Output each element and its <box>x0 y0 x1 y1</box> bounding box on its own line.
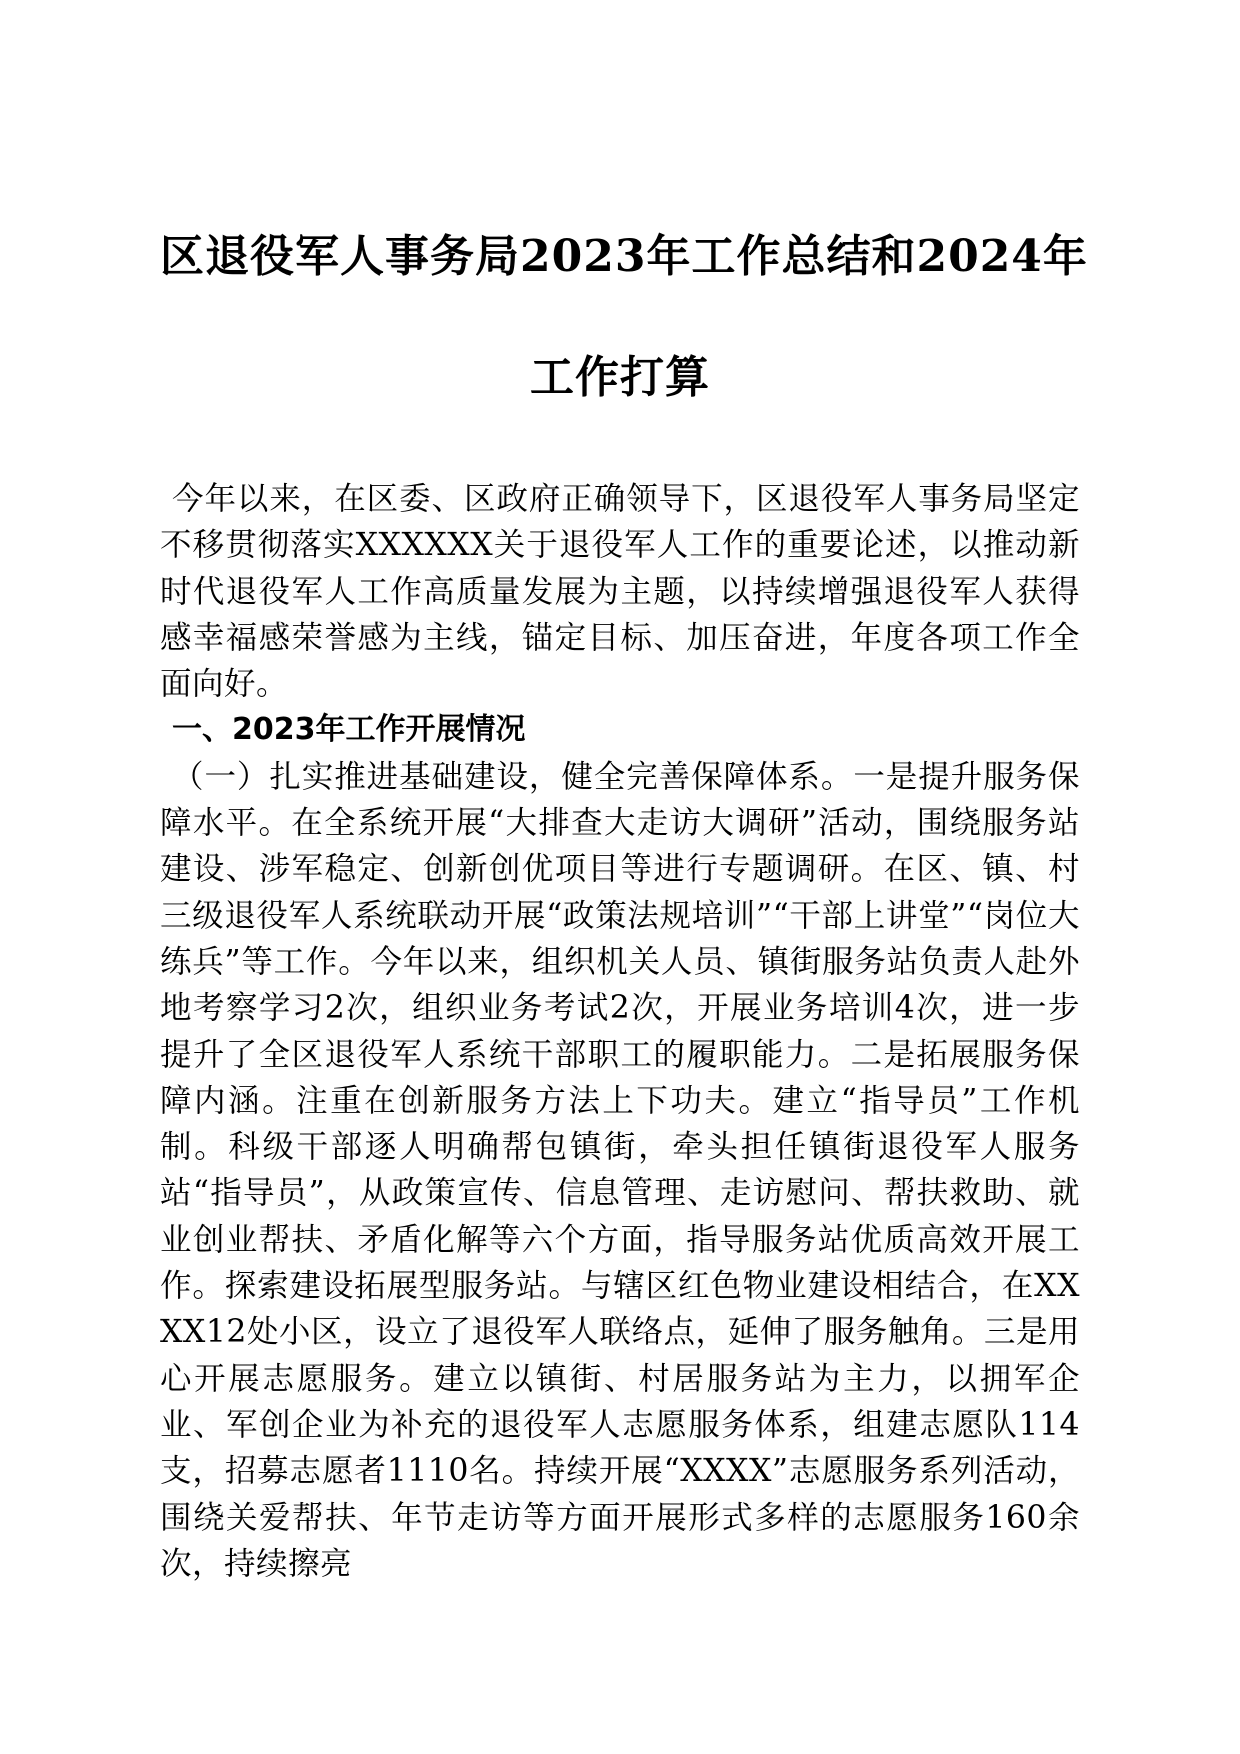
document-body <box>160 476 1080 1587</box>
document-title-line2: 工作打算 <box>530 352 710 403</box>
document-page <box>160 0 1088 1754</box>
intro-paragraph: 今年以来，在区委、区政府正确领导下，区退役军人事务局坚定不移贯彻落实XXXXXX关于退役军人工作的重要论述，以推动新时代退役军人工作高质量发展为主题，以持续增强退役军人获得感幸福感荣誉感为主线，锚定目标、加压奋进，年度各项工作全面向好。 <box>160 481 1080 703</box>
document-title-line1: 区退役军人事务局2023年工作总结和2024年 <box>160 231 1088 282</box>
section-heading: 一、2023年工作开展情况 <box>172 712 526 748</box>
section-paragraph: （一）扎实推进基础建设，健全完善保障体系。一是提升服务保障水平。在全系统开展“大排查大走访大调研”活动，围绕服务站建设、涉军稳定、创新创优项目等进行专题调研。在区、镇、村三级退役军人系统联动开展“政策法规培训”“干部上讲堂”“岗位大练兵”等工作。今年以来，组织机关人员、镇街服务站负责人赴外地考察学习2次，组织业务考试2次，开展业务培训4次，进一步提升了全区退役军人系统干部职工的履职能力。二是拓展服务保障内涵。注重在创新服务方法上下功夫。建立“指导员”工作机制。科级干部逐人明确帮包镇街，牵头担任镇街退役军人服务站“指导员”，从政策宣传、信息管理、走访慰问、帮扶救助、就业创业帮扶、矛盾化解等六个方面，指导服务站优质高效开展工作。探索建设拓展型服务站。与辖区红色物业建设相结合，在XXXX12处小区，设立了退役军人联络点，延伸了服务触角。三是用心开展志愿服务。建立以镇街、村居服务站为主力，以拥军企业、军创企业为补充的退役军人志愿服务体系，组建志愿队114支，招募志愿者1110名。持续开展“XXXX”志愿服务系列活动，围绕关爱帮扶、年节走访等方面开展形式多样的志愿服务160余次，持续擦亮 <box>160 758 1080 1582</box>
